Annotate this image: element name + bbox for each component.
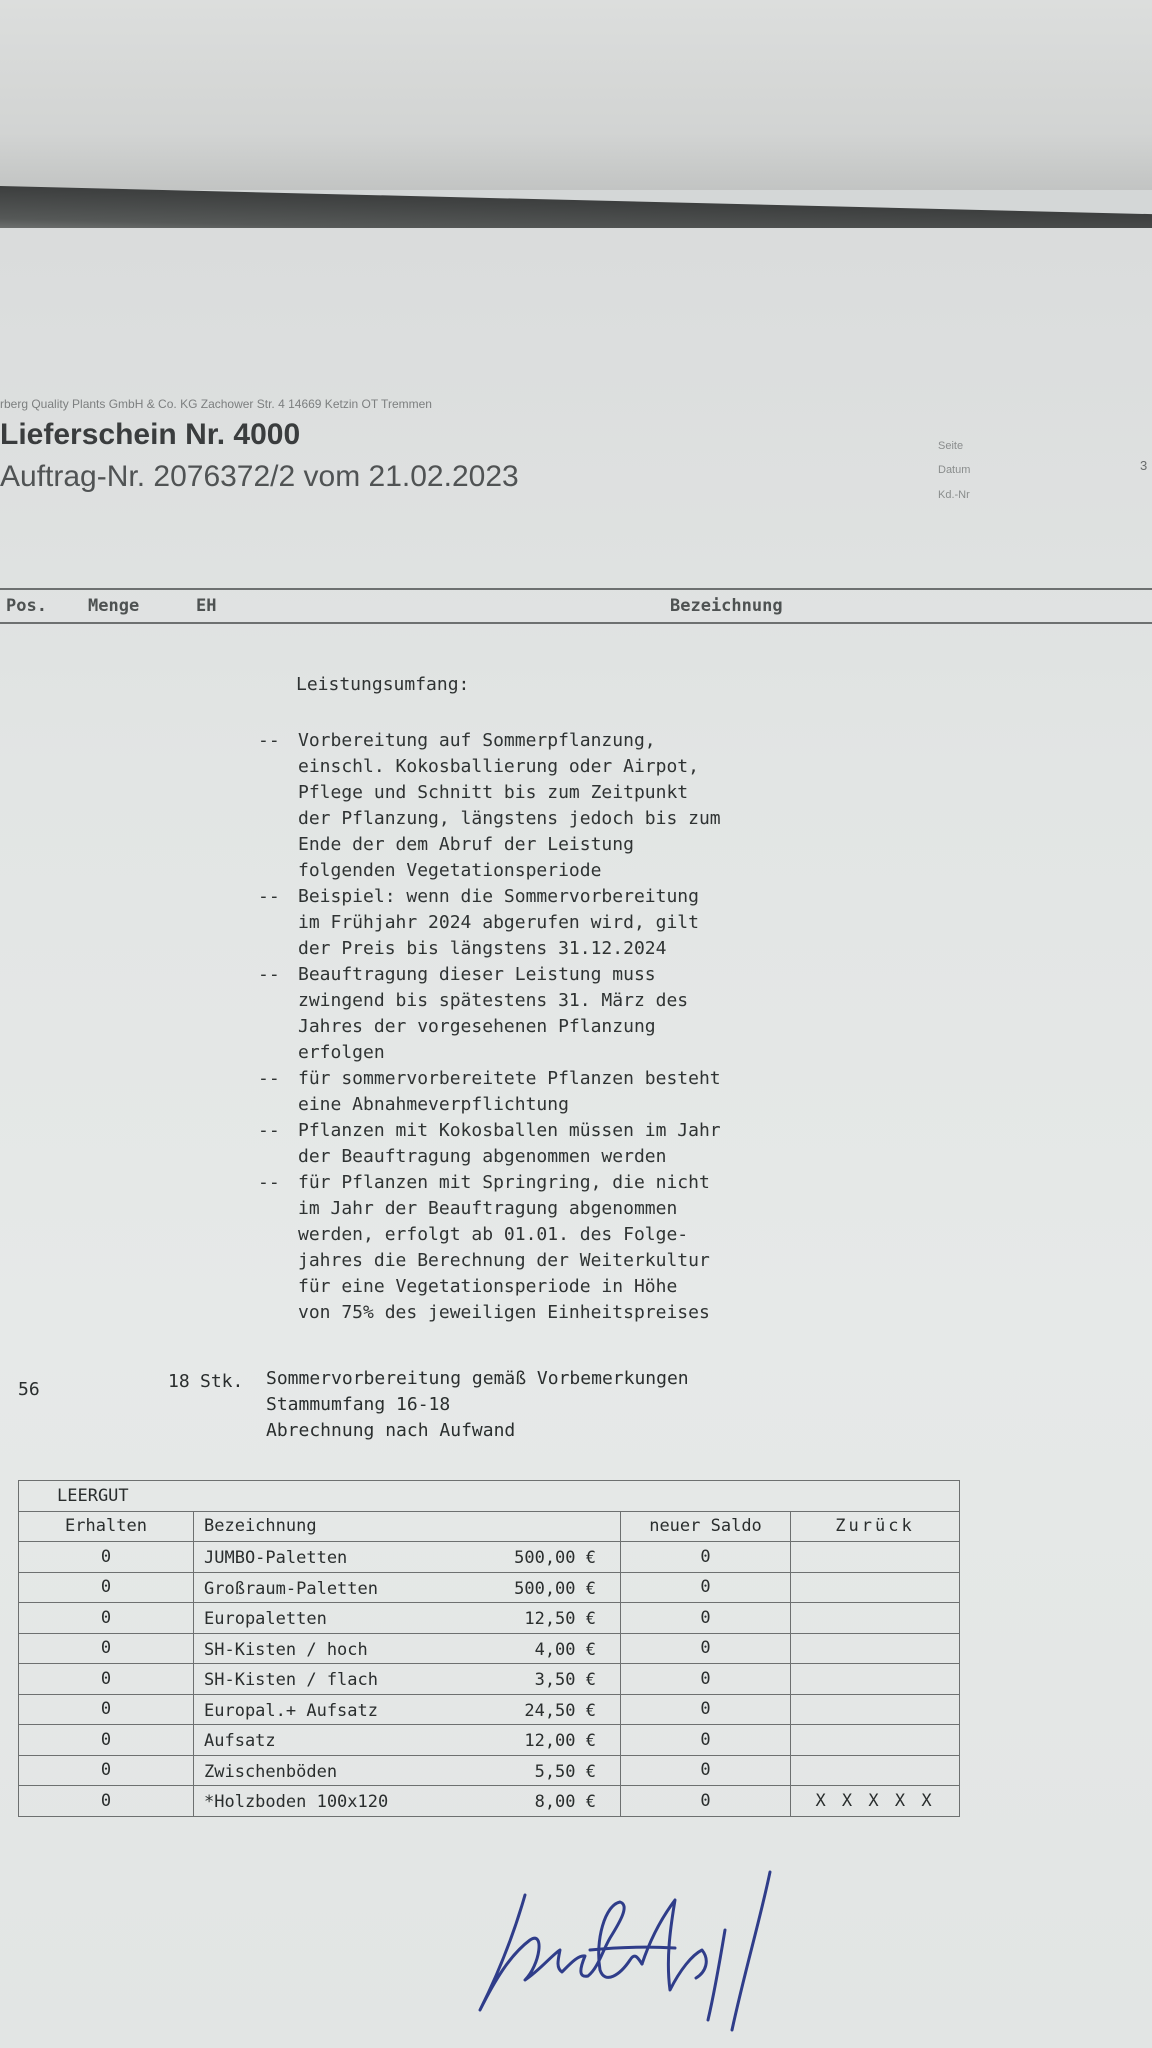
received-count: 0 bbox=[19, 1572, 194, 1603]
scope-bullet-line bbox=[258, 728, 721, 754]
scope-bullet-line bbox=[258, 858, 721, 884]
returned bbox=[791, 1664, 960, 1695]
bullet-text: Beispiel: wenn die Sommervorbereitung bbox=[298, 886, 699, 907]
leergut-title-row bbox=[19, 1481, 960, 1512]
packaging-name: Großraum-Paletten bbox=[204, 1578, 378, 1599]
scope-bullet-line bbox=[258, 962, 721, 988]
leergut-header-name: Bezeichnung bbox=[194, 1511, 621, 1542]
header-rule-top bbox=[0, 588, 1152, 590]
received-count: 0 bbox=[19, 1542, 194, 1573]
photo-backdrop bbox=[0, 0, 1152, 190]
item-description-line: Abrechnung nach Aufwand bbox=[266, 1420, 516, 1441]
bullet-text: für sommervorbereitete Pflanzen besteht bbox=[298, 1068, 721, 1089]
new-balance: 0 bbox=[621, 1633, 791, 1664]
packaging-name: SH-Kisten / hoch bbox=[204, 1639, 368, 1660]
bullet-dash: -- bbox=[258, 1068, 280, 1089]
order-number: Auftrag-Nr. 2076372/2 vom 21.02.2023 bbox=[0, 460, 519, 493]
scope-bullet-line bbox=[258, 1274, 721, 1300]
packaging-price: 500,00 € bbox=[514, 1578, 596, 1599]
scope-bullet-line bbox=[258, 1066, 721, 1092]
bullet-dash: -- bbox=[258, 886, 280, 907]
packaging-cell bbox=[194, 1633, 621, 1664]
bullet-text: der Beauftragung abgenommen werden bbox=[298, 1146, 667, 1167]
handwritten-signature bbox=[470, 1860, 850, 2040]
bullet-text: Pflege und Schnitt bis zum Zeitpunkt bbox=[298, 782, 689, 803]
returned bbox=[791, 1633, 960, 1664]
item-description-line: Stammumfang 16-18 bbox=[266, 1394, 451, 1415]
scope-bullet-line bbox=[258, 832, 721, 858]
new-balance: 0 bbox=[621, 1572, 791, 1603]
header-rule-bottom bbox=[0, 622, 1152, 624]
received-count: 0 bbox=[19, 1694, 194, 1725]
item-position: 56 bbox=[18, 1379, 40, 1400]
leergut-header-saldo: neuer Saldo bbox=[621, 1511, 791, 1542]
table-row bbox=[19, 1664, 960, 1695]
leergut-header-back: Zurück bbox=[791, 1511, 960, 1542]
packaging-price: 12,00 € bbox=[524, 1731, 596, 1751]
column-eh: EH bbox=[196, 596, 217, 616]
bullet-dash: -- bbox=[258, 1120, 280, 1141]
bullet-text: werden, erfolgt ab 01.01. des Folge- bbox=[298, 1224, 689, 1245]
bullet-text: einschl. Kokosballierung oder Airpot, bbox=[298, 756, 699, 777]
received-count: 0 bbox=[19, 1603, 194, 1634]
received-count: 0 bbox=[19, 1755, 194, 1786]
scope-bullet-line bbox=[258, 780, 721, 806]
returned bbox=[791, 1694, 960, 1725]
column-bezeichnung: Bezeichnung bbox=[670, 596, 783, 616]
scope-bullet-line bbox=[258, 1170, 721, 1196]
scope-bullet-line bbox=[258, 910, 721, 936]
table-row bbox=[19, 1725, 960, 1756]
scope-bullet-line bbox=[258, 754, 721, 780]
column-menge: Menge bbox=[88, 596, 140, 616]
packaging-price: 24,50 € bbox=[524, 1700, 596, 1721]
scope-bullet-line bbox=[258, 1300, 721, 1326]
packaging-cell bbox=[194, 1542, 621, 1573]
scope-bullet-line bbox=[258, 1118, 721, 1144]
new-balance: 0 bbox=[621, 1542, 791, 1573]
bullet-text: Vorbereitung auf Sommerpflanzung, bbox=[298, 730, 656, 751]
new-balance: 0 bbox=[621, 1664, 791, 1695]
meta-label-date: Datum bbox=[938, 464, 971, 476]
meta-value: 3 bbox=[1140, 458, 1148, 473]
scope-bullet-line bbox=[258, 1092, 721, 1118]
bullet-text: für Pflanzen mit Springring, die nicht bbox=[298, 1172, 710, 1193]
meta-label-customer: Kd.-Nr bbox=[938, 489, 970, 501]
leergut-header-row bbox=[19, 1511, 960, 1542]
item-description-line: Sommervorbereitung gemäß Vorbemerkungen bbox=[266, 1368, 689, 1389]
returned bbox=[791, 1755, 960, 1786]
meta-label-page: Seite bbox=[938, 440, 964, 452]
packaging-name: *Holzboden 100x120 bbox=[204, 1792, 389, 1812]
bullet-text: zwingend bis spätestens 31. März des bbox=[298, 990, 689, 1011]
table-row bbox=[19, 1603, 960, 1634]
packaging-cell bbox=[194, 1725, 621, 1756]
table-row bbox=[19, 1542, 960, 1573]
received-count: 0 bbox=[19, 1633, 194, 1664]
packaging-cell bbox=[194, 1755, 621, 1786]
returned bbox=[791, 1542, 960, 1573]
bullet-text: im Frühjahr 2024 abgerufen wird, gilt bbox=[298, 912, 699, 933]
packaging-price: 5,50 € bbox=[534, 1761, 596, 1782]
packaging-name: Zwischenböden bbox=[204, 1761, 338, 1782]
packaging-cell bbox=[194, 1603, 621, 1634]
item-unit: Stk. bbox=[200, 1371, 244, 1392]
returned bbox=[791, 1725, 960, 1756]
bullet-text: im Jahr der Beauftragung abgenommen bbox=[298, 1198, 678, 1219]
scope-bullet-list bbox=[258, 728, 721, 1326]
table-row bbox=[19, 1755, 960, 1786]
bullet-text: Pflanzen mit Kokosballen müssen im Jahr bbox=[298, 1120, 721, 1141]
scope-bullet-line bbox=[258, 884, 721, 910]
packaging-name: SH-Kisten / flach bbox=[204, 1670, 378, 1690]
bullet-text: der Pflanzung, längstens jedoch bis zum bbox=[298, 808, 721, 829]
packaging-name: Europaletten bbox=[204, 1609, 327, 1629]
packaging-cell bbox=[194, 1786, 621, 1817]
bullet-text: Jahres der vorgesehenen Pflanzung bbox=[298, 1016, 656, 1037]
received-count: 0 bbox=[19, 1664, 194, 1695]
packaging-cell bbox=[194, 1694, 621, 1725]
packaging-price: 500,00 € bbox=[514, 1548, 596, 1568]
returned: X X X X X bbox=[791, 1786, 960, 1817]
scope-bullet-line bbox=[258, 1040, 721, 1066]
scope-bullet-line bbox=[258, 1248, 721, 1274]
bullet-text: für eine Vegetationsperiode in Höhe bbox=[298, 1276, 678, 1297]
column-pos: Pos. bbox=[6, 596, 47, 616]
sender-address: rberg Quality Plants GmbH & Co. KG Zachower Str. 4 14669 Ketzin OT Tremmen bbox=[0, 397, 432, 411]
bullet-dash: -- bbox=[258, 730, 280, 751]
table-row bbox=[19, 1786, 960, 1817]
packaging-price: 4,00 € bbox=[534, 1639, 596, 1660]
new-balance: 0 bbox=[621, 1694, 791, 1725]
new-balance: 0 bbox=[621, 1603, 791, 1634]
scope-bullet-line bbox=[258, 988, 721, 1014]
document-title: Lieferschein Nr. 4000 bbox=[0, 418, 301, 451]
packaging-name: Europal.+ Aufsatz bbox=[204, 1700, 378, 1721]
returned bbox=[791, 1572, 960, 1603]
table-row bbox=[19, 1633, 960, 1664]
packaging-name: JUMBO-Paletten bbox=[204, 1548, 348, 1568]
bullet-text: von 75% des jeweiligen Einheitspreises bbox=[298, 1302, 710, 1323]
packaging-price: 8,00 € bbox=[534, 1792, 596, 1812]
packaging-price: 3,50 € bbox=[534, 1670, 596, 1690]
bullet-text: erfolgen bbox=[298, 1042, 385, 1063]
bullet-text: eine Abnahmeverpflichtung bbox=[298, 1094, 569, 1115]
packaging-cell bbox=[194, 1572, 621, 1603]
bullet-text: Beauftragung dieser Leistung muss bbox=[298, 964, 656, 985]
scope-bullet-line bbox=[258, 1196, 721, 1222]
leergut-table bbox=[18, 1480, 960, 1817]
bullet-dash: -- bbox=[258, 964, 280, 985]
scope-bullet-line bbox=[258, 1014, 721, 1040]
returned bbox=[791, 1603, 960, 1634]
packaging-name: Aufsatz bbox=[204, 1731, 276, 1751]
scope-bullet-line bbox=[258, 806, 721, 832]
bullet-dash: -- bbox=[258, 1172, 280, 1193]
leergut-title: LEERGUT bbox=[19, 1481, 960, 1512]
bullet-text: jahres die Berechnung der Weiterkultur bbox=[298, 1250, 710, 1271]
new-balance: 0 bbox=[621, 1755, 791, 1786]
new-balance: 0 bbox=[621, 1786, 791, 1817]
scope-bullet-line bbox=[258, 1144, 721, 1170]
scope-bullet-line bbox=[258, 936, 721, 962]
bullet-text: Ende der dem Abruf der Leistung bbox=[298, 834, 634, 855]
packaging-cell bbox=[194, 1664, 621, 1695]
leergut-header-received: Erhalten bbox=[19, 1511, 194, 1542]
scope-title: Leistungsumfang: bbox=[296, 674, 470, 695]
scope-bullet-line bbox=[258, 1222, 721, 1248]
bullet-text: folgenden Vegetationsperiode bbox=[298, 860, 602, 881]
table-row bbox=[19, 1694, 960, 1725]
table-row bbox=[19, 1572, 960, 1603]
packaging-price: 12,50 € bbox=[524, 1609, 596, 1629]
item-quantity: 18 bbox=[168, 1371, 190, 1392]
received-count: 0 bbox=[19, 1725, 194, 1756]
received-count: 0 bbox=[19, 1786, 194, 1817]
new-balance: 0 bbox=[621, 1725, 791, 1756]
bullet-text: der Preis bis längstens 31.12.2024 bbox=[298, 938, 667, 959]
